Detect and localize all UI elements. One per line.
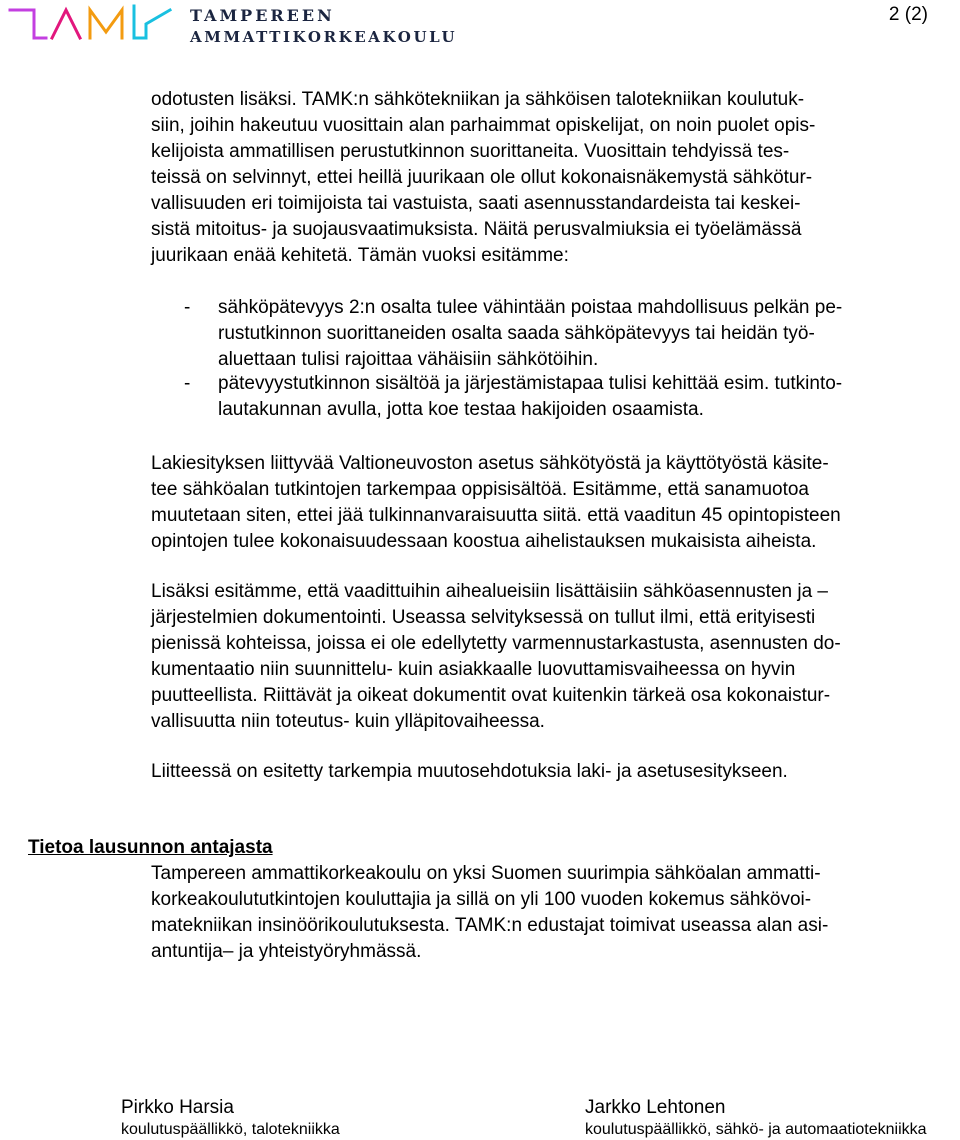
paragraph-3: Lisäksi esitämme, että vaadittuihin aihealueisiin lisättäisiin sähköasennusten ja – järjestelmien dokumentointi. Useassa selvityksessä on tullut ilmi, että erityisesti pienissä kohteissa, joissa ei ole edellytetty varmennustarkastusta, asennusten do- kumentaatio niin suunnittelu- kuin asiakkaalle luovuttamisvaiheessa on hyvin puutteellista. Riittävät ja oikeat dokumentit ovat kuitenkin tärkeä osa kokonaistur- vallisuutta niin toteutus- kuin ylläpitovaiheessa. [151,581,841,732]
logo-letter-m [90,10,122,38]
logo-org-line1: TAMPEREEN [190,6,335,25]
logo-letter-k [134,6,170,38]
tamk-logo [6,2,466,46]
paragraph-2: Lakiesityksen liittyvää Valtioneuvoston asetus sähkötyöstä ja käyttötyöstä käsite- tee sähköalan tutkintojen tarkempaa oppisisältöä. Esitämme, että sanamuotoa muutetaan siten, ettei jää tulkinnanvaraisuutta siitä. että vaaditun 45 opintopisteen opintojen tulee kokonaisuudessaan koostua aihelistauksen mukaisista aiheista. [151,453,841,552]
about-text: Tampereen ammattikorkeakoulu on yksi Suomen suurimpia sähköalan ammatti- korkeakoulututkintojen kouluttajia ja sillä on yli 100 vuoden kokemus sähkövoi- matekniikan insinöörikoulutuksesta. TAMK:n edustajat toimivat useassa alan asi- antuntija– ja yhteistyöryhmässä. [151,863,829,962]
signature-name: Pirkko Harsia [121,1097,234,1118]
logo-org-line2: AMMATTIKORKEAKOULU [190,28,458,46]
bullet-text: sähköpätevyys 2:n osalta tulee vähintään poistaa mahdollisuus pelkän pe- rustutkinnon suorittaneiden osalta saada sähköpätevyys tai heidän työ- aluettaan tulisi rajoittaa vähäisiin sähkötöihin. [218,297,843,370]
bullet-text: pätevyystutkinnon sisältöä ja järjestämistapaa tulisi kehittää esim. tutkinto- lautakunnan avulla, jotta koe testaa hakijoiden osaamista. [218,373,843,420]
signature-1 [121,1095,340,1139]
paragraph-1: odotusten lisäksi. TAMK:n sähkötekniikan ja sähköisen talotekniikan koulutuk- siin, joihin hakeutuu vuosittain alan parhaimmat opiskelijat, on noin puolet opis- kelijoista ammatillisen perustutkinnon suorittaneita. Vuosittain tehdyissä tes- teissä on selvinnyt, ettei heillä juurikaan ole ollut kokonaisnäkemystä sähkötur- vallisuuden eri toimijoista tai vastuista, saati asennusstandardeista tai keskei- sistä mitoitus- ja suojausvaatimuksista. Näitä perusvalmiuksia ei työelämässä juurikaan enää kehitetä. Tämän vuoksi esitämme: [151,89,816,266]
signature-2 [585,1095,927,1139]
signature-title: koulutuspäällikkö, talotekniikka [121,1121,340,1138]
about-heading: Tietoa lausunnon antajasta [28,837,273,858]
bullet-dash: - [184,297,191,318]
paragraph-4: Liitteessä on esitetty tarkempia muutosehdotuksia laki- ja asetusesitykseen. [151,761,788,782]
signature-name: Jarkko Lehtonen [585,1097,726,1118]
bullet-dash: - [184,373,191,394]
logo-letter-a [52,10,80,38]
logo-letter-t [10,10,46,38]
page-number: 2 (2) [888,4,928,25]
signature-title: koulutuspäällikkö, sähkö- ja automaatiotekniikka [585,1121,927,1138]
